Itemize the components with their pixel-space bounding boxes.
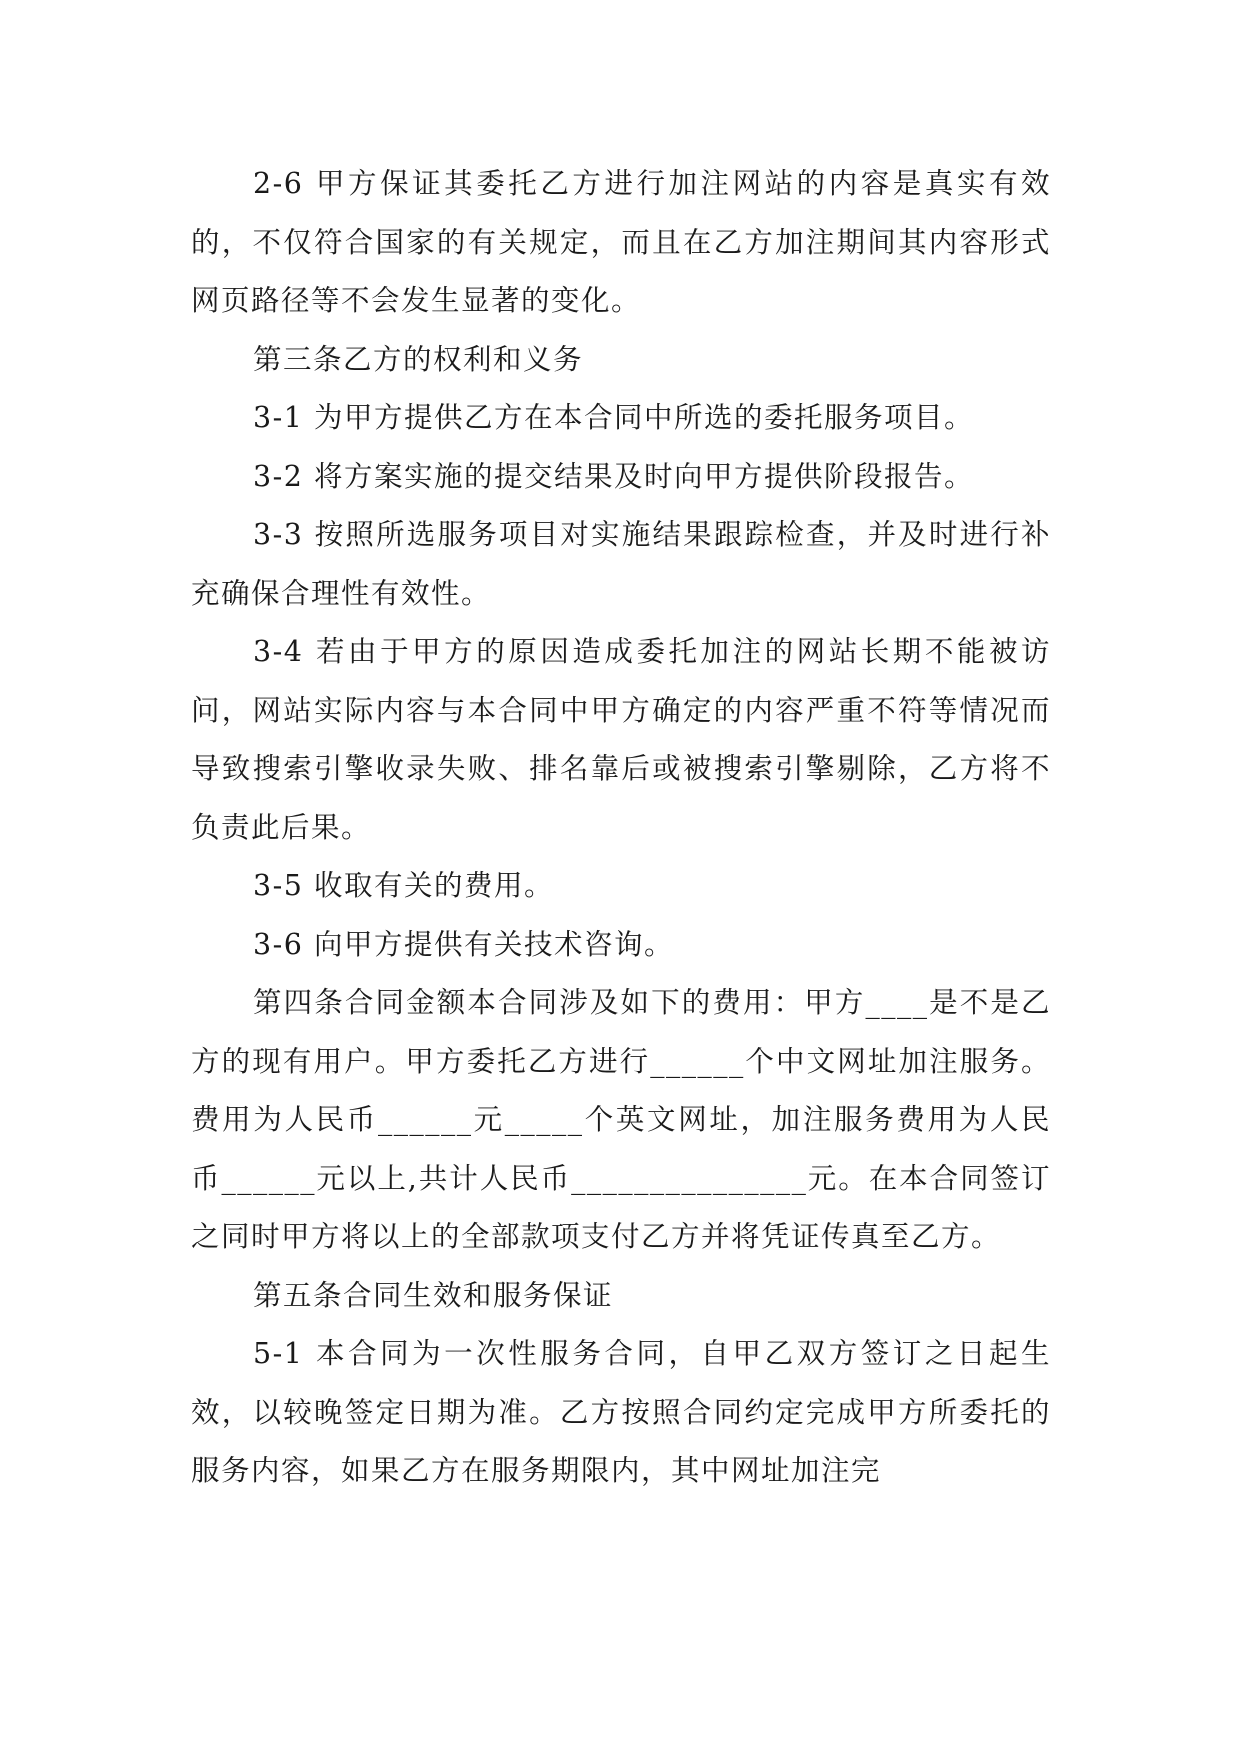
- paragraph-3-2: 3-2 将方案实施的提交结果及时向甲方提供阶段报告。: [253, 459, 974, 493]
- document-body: [191, 155, 1051, 1501]
- paragraph-5-1: 5-1 本合同为一次性服务合同，自甲乙双方签订之日起生效，以较晚签定日期为准。乙方按照合同约定完成甲方所委托的服务内容，如果乙方在服务期限内，其中网址加注完: [191, 1337, 1051, 1487]
- paragraph-3-1: 3-1 为甲方提供乙方在本合同中所选的委托服务项目。: [253, 401, 974, 434]
- paragraph-2-6: 2-6 甲方保证其委托乙方进行加注网站的内容是真实有效的，不仅符合国家的有关规定，而且在乙方加注期间其内容形式网页路径等不会发生显著的变化。: [191, 167, 1051, 317]
- heading-article-3: 第三条乙方的权利和义务: [253, 342, 584, 376]
- paragraph-3-4: 3-4 若由于甲方的原因造成委托加注的网站长期不能被访问，网站实际内容与本合同中甲方确定的内容严重不符等情况而导致搜索引擎收录失败、排名靠后或被搜索引擎剔除，乙方将不负责此后果。: [191, 635, 1051, 844]
- paragraph-article-4: 第四条合同金额本合同涉及如下的费用：甲方____是不是乙方的现有用户。甲方委托乙方进行______个中文网址加注服务。费用为人民币______元_____个英文网址，加注服务费用为人民币______元以上,共计人民币_______________元。在本合同签订之同时甲方将以上的全部款项支付乙方并将凭证传真至乙方。: [191, 986, 1051, 1253]
- paragraph-3-6: 3-6 向甲方提供有关技术咨询。: [253, 927, 674, 961]
- heading-article-5: 第五条合同生效和服务保证: [253, 1278, 614, 1312]
- paragraph-3-3: 3-3 按照所选服务项目对实施结果跟踪检查，并及时进行补充确保合理性有效性。: [191, 518, 1051, 610]
- paragraph-3-5: 3-5 收取有关的费用。: [253, 869, 554, 902]
